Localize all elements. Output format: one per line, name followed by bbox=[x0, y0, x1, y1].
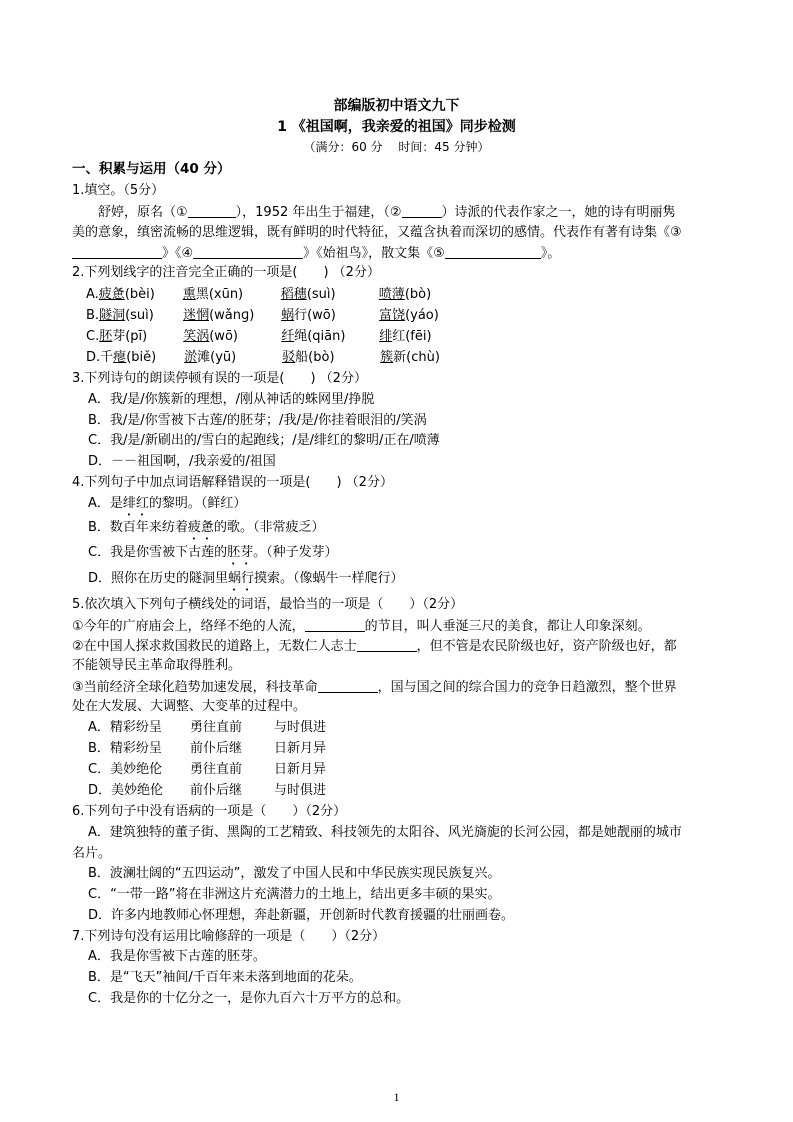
option-item: 疲惫(bèi) bbox=[98, 287, 155, 302]
option-d: D．－－祖国啊，/我亲爱的/祖国 bbox=[88, 454, 276, 469]
blank-sentence-3[interactable] bbox=[318, 679, 378, 693]
option-b: B．波澜壮阔的“五四运动”，激发了中国人民和中华民族实现民族复兴。 bbox=[88, 866, 501, 881]
question-1-line-1: 舒婷，原名（① ），1952 年出生于福建，（② ）诗派的代表作家之一，她的诗有明丽隽 bbox=[98, 205, 676, 220]
option-b: B．我/是/你雪被下古莲/的胚芽；/我/是/你挂着眼泪的/笑涡 bbox=[88, 413, 427, 428]
option-c: C．我是你雪被下古莲的胚芽。（种子发芽） bbox=[88, 545, 338, 560]
blank-sentence-2[interactable] bbox=[357, 638, 417, 652]
sentence-2-cont: 不能领导民主革命取得胜利。 bbox=[72, 658, 242, 673]
option-b: B．是“飞天”袖间/千百年来未落到地面的花朵。 bbox=[88, 970, 362, 985]
option-a: A．建筑独特的董子街、黑陶的工艺精致、科技领先的太阳谷、风光旖旎的长河公园，都是她靓丽的城市 bbox=[88, 825, 682, 840]
section-heading: 一、积累与运用（40 分） bbox=[72, 161, 231, 177]
option-a: A．是绯红的黎明。（鲜红） bbox=[88, 496, 247, 511]
option-item: 熏黑(xūn) bbox=[182, 287, 244, 302]
option-c: C．我是你的十亿分之一，是你九百六十万平方的总和。 bbox=[88, 991, 410, 1006]
option-a: A．精彩纷呈 勇往直前 与时俱进 bbox=[88, 720, 327, 735]
option-a: A．我/是/你簇新的理想，/刚从神话的蛛网里/挣脱 bbox=[88, 392, 375, 407]
blank-3[interactable] bbox=[72, 245, 162, 259]
option-row-b: B.隧洞(suì) 迷惘(wǎnɡ) 蜗行(wō) 富饶(yáo) bbox=[86, 308, 439, 323]
blank-1[interactable] bbox=[188, 204, 236, 218]
option-item: 迷惘(wǎnɡ) bbox=[183, 308, 255, 323]
page-number: 1 bbox=[393, 1090, 400, 1104]
question-3-stem: 3.下列诗句的朗读停顿有误的一项是( ) （2分） bbox=[72, 371, 367, 386]
option-item: 喷薄(bò) bbox=[378, 287, 432, 302]
option-c: C．美妙绝伦 勇往直前 日新月异 bbox=[88, 762, 327, 777]
question-1-line-3: 》《④ 》《始祖鸟》，散文集《⑤ 》。 bbox=[72, 245, 560, 262]
option-item: 淤滩(yū) bbox=[184, 350, 237, 365]
blank-5[interactable] bbox=[445, 245, 541, 259]
question-6-stem: 6.下列句子中没有语病的一项是（ ）（2分） bbox=[72, 804, 347, 819]
option-item: 稻穗(suì) bbox=[280, 287, 336, 302]
document-title: 部编版初中语文九下 bbox=[333, 98, 460, 114]
blank-sentence-1[interactable] bbox=[305, 618, 365, 632]
option-a: A．我是你雪被下古莲的胚芽。 bbox=[88, 949, 266, 964]
option-d: D．美妙绝伦 前仆后继 与时俱进 bbox=[88, 783, 327, 798]
option-item: 纤绳(qiān) bbox=[281, 329, 346, 344]
option-item: 蜗行(wō) bbox=[281, 308, 336, 323]
question-1-stem: 1.填空。（5分） bbox=[72, 183, 165, 198]
question-7-stem: 7.下列诗句没有运用比喻修辞的一项是（ ）（2分） bbox=[72, 929, 386, 944]
option-item: 笑涡(wō) bbox=[183, 329, 238, 344]
option-b: B．精彩纷呈 前仆后继 日新月异 bbox=[88, 741, 327, 756]
option-c: C．“一带一路”将在非洲这片充满潜力的土地上，结出更多丰硕的果实。 bbox=[88, 887, 501, 902]
blank-2[interactable] bbox=[402, 204, 442, 218]
option-c: C．我/是/新刷出的/雪白的起跑线；/是/绯红的黎明/正在/喷薄 bbox=[88, 433, 440, 448]
option-item: 驳船(bò) bbox=[282, 350, 335, 365]
option-item: 隧洞(suì) bbox=[99, 308, 154, 323]
sentence-3-cont: 处在大发展、大调整、大变革的过程中。 bbox=[72, 699, 307, 714]
option-d: D．照你在历史的隧洞里蜗行摸索。（像蜗牛一样爬行） bbox=[88, 571, 404, 586]
option-b: B．数百年来纺着疲惫的歌。（非常疲乏） bbox=[88, 520, 325, 535]
question-2-stem: 2.下列划线字的注音完全正确的一项是( ) （2分） bbox=[72, 265, 380, 280]
option-item: 千瘪(biě) bbox=[100, 350, 157, 365]
option-row-a: A.疲惫(bèi) 熏黑(xūn) 稻穗(suì) 喷薄(bò) bbox=[86, 287, 432, 302]
sentence-1: ①今年的广府庙会上，络绎不绝的人流， 的节目，叫人垂涎三尺的美食，都让人印象深刻。 bbox=[72, 619, 651, 634]
option-item: 簇新(chù) bbox=[380, 350, 440, 365]
sentence-2: ②在中国人探求救国救民的道路上，无数仁人志士 ，但不管是农民阶级也好，资产阶级也好，都 bbox=[72, 639, 677, 654]
option-item: 胚芽(pī) bbox=[99, 329, 148, 344]
question-1-line-2: 美的意象，缜密流畅的思维逻辑，既有鲜明的时代特征，又蕴含执着而深切的感情。代表作有著有诗集《③ bbox=[72, 225, 682, 240]
score-time-info: （满分：60 分 时间：45 分钟） bbox=[303, 140, 490, 154]
sentence-3: ③当前经济全球化趋势加速发展，科技革命 ，国与国之间的综合国力的竞争日趋激烈，整个世界 bbox=[72, 680, 677, 695]
option-a-cont: 名片。 bbox=[72, 846, 112, 861]
question-4-stem: 4.下列句子中加点词语解释错误的一项是( ) （2分） bbox=[72, 475, 393, 490]
document-subtitle: 1 《祖国啊，我亲爱的祖国》同步检测 bbox=[277, 119, 516, 135]
option-item: 富饶(yáo) bbox=[379, 308, 439, 323]
question-5-stem: 5.依次填入下列句子横线处的词语，最恰当的一项是（ ）（2分） bbox=[72, 597, 464, 612]
option-row-d: D.千瘪(biě) 淤滩(yū) 驳船(bò) 簇新(chù) bbox=[86, 350, 440, 365]
blank-4[interactable] bbox=[193, 245, 303, 259]
option-item: 绯红(fēi) bbox=[379, 329, 432, 344]
option-row-c: C.胚芽(pī) 笑涡(wō) 纤绳(qiān) 绯红(fēi) bbox=[86, 329, 432, 344]
option-d: D．许多内地教师心怀理想，奔赴新疆，开创新时代教育援疆的壮丽画卷。 bbox=[88, 908, 515, 923]
